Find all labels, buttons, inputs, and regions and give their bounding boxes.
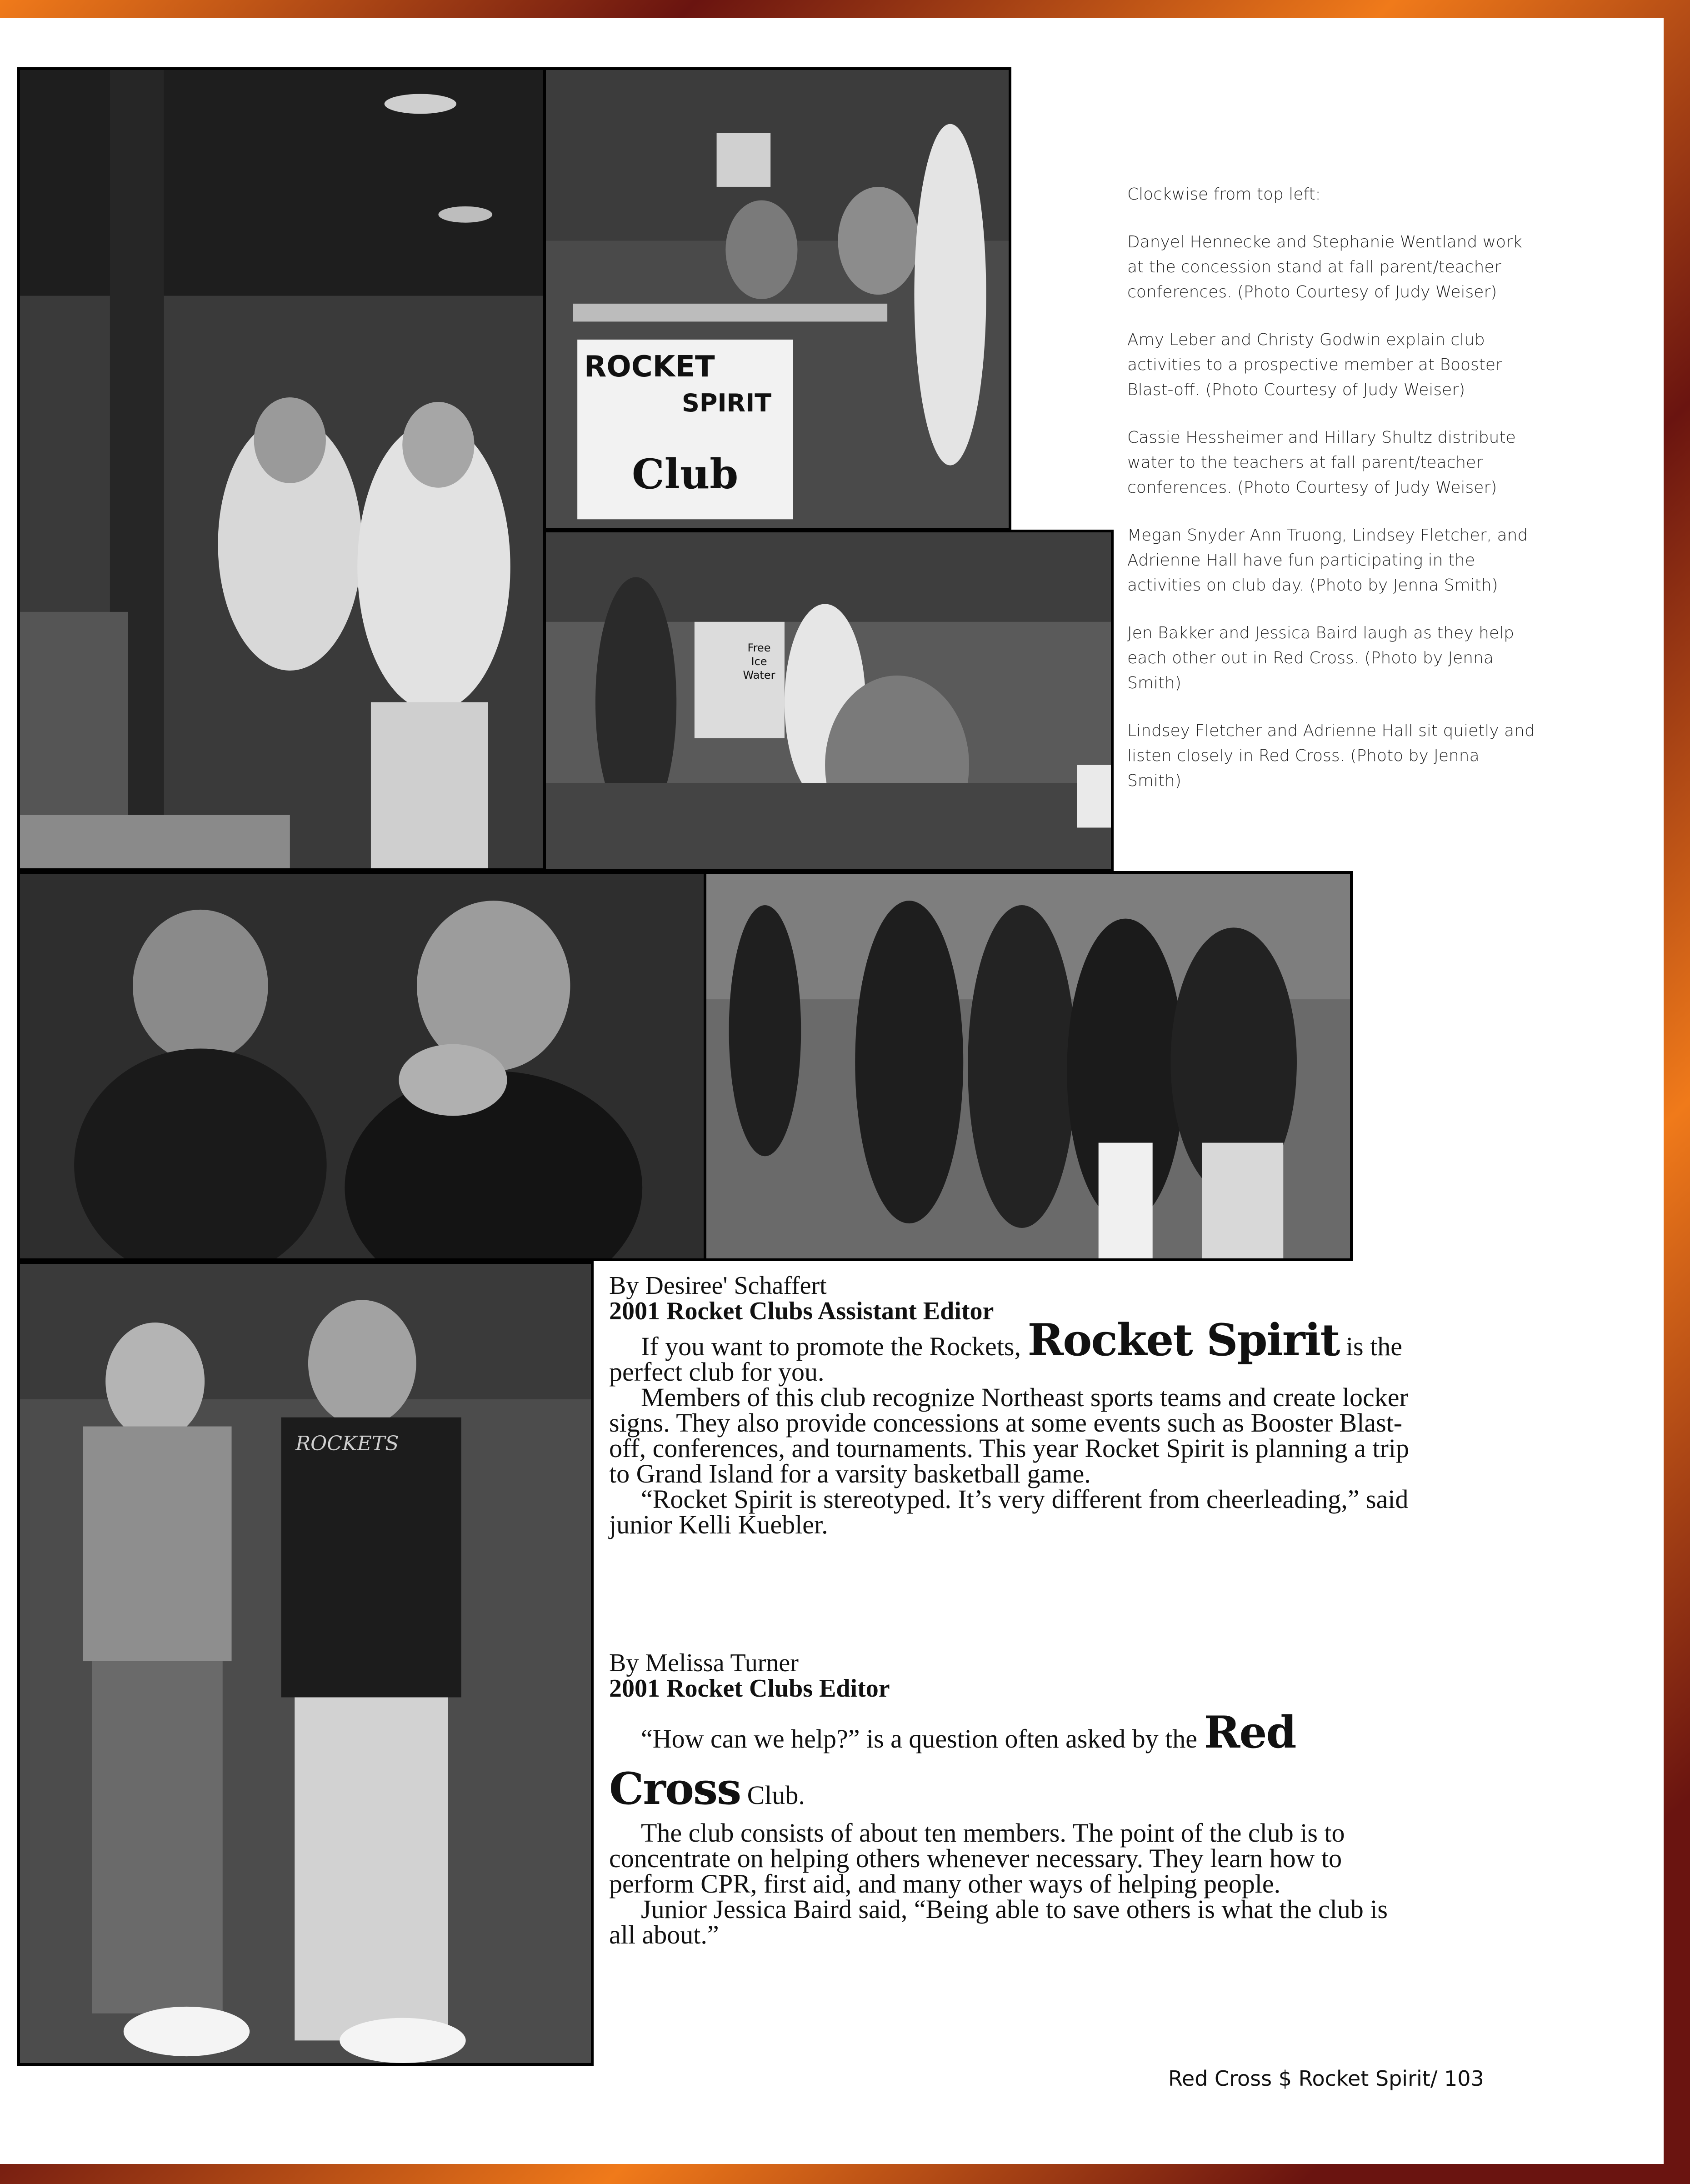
article-paragraph bbox=[609, 1708, 1418, 1820]
article-author-role: 2001 Rocket Clubs Assistant Editor bbox=[609, 1297, 994, 1325]
lead-text: “How can we help?” is a question often asked by the bbox=[641, 1724, 1204, 1753]
sign-free: Free bbox=[747, 641, 771, 654]
article-byline: By Desiree' Schaffert bbox=[609, 1272, 827, 1300]
photo-red-cross-listening bbox=[17, 871, 713, 1261]
lead-text-end: Club. bbox=[740, 1780, 805, 1810]
photo-club-day bbox=[704, 871, 1353, 1261]
caption-item: Lindsey Fletcher and Adrienne Hall sit quietly and listen closely in Red Cross. (Photo by Jenna Smith) bbox=[1127, 721, 1535, 790]
caption-item: Megan Snyder Ann Truong, Lindsey Fletcher, and Adrienne Hall have fun participating in the activities on club day. (Photo by Jenna Smith) bbox=[1127, 526, 1528, 595]
concession-photo-image bbox=[20, 70, 543, 868]
laughing-photo-image bbox=[20, 1264, 591, 2063]
club-name-highlight: Rocket Spirit bbox=[1027, 1314, 1340, 1366]
caption-heading: Clockwise from top left: bbox=[1127, 185, 1321, 204]
club-sign-word: Club bbox=[632, 450, 739, 498]
photo-red-cross-laughing bbox=[17, 1261, 594, 2066]
ice-water-photo-image bbox=[546, 532, 1111, 869]
rockets-shirt-text: ROCKETS bbox=[295, 1432, 399, 1455]
lead-text-end: is the perfect club for you. bbox=[609, 1332, 1402, 1387]
photo-captions bbox=[1127, 182, 1536, 816]
rocket-sign-word: ROCKET bbox=[584, 350, 715, 384]
caption-item: Cassie Hessheimer and Hillary Shultz distribute water to the teachers at fall parent/teacher conferences. (Photo Courtesy of Judy Weiser) bbox=[1127, 428, 1516, 497]
spirit-sign-word: SPIRIT bbox=[682, 389, 772, 417]
caption-item: Danyel Hennecke and Stephanie Wentland work at the concession stand at fall parent/teacher conferences. (Photo Courtesy of Judy Weiser) bbox=[1127, 233, 1522, 301]
article-paragraph bbox=[609, 1314, 1418, 1387]
rocket-spirit-article bbox=[609, 1273, 1418, 1538]
club-day-photo-image bbox=[706, 874, 1350, 1258]
article-author-role: 2001 Rocket Clubs Editor bbox=[609, 1674, 890, 1703]
listening-photo-image bbox=[20, 874, 710, 1258]
club-name-highlight: Red Cross bbox=[609, 1707, 1296, 1814]
photo-booster-blastoff bbox=[543, 67, 1011, 531]
booster-photo-image bbox=[546, 70, 1009, 528]
free-water-sign bbox=[736, 641, 782, 682]
sign-ice: Ice bbox=[751, 655, 767, 668]
article-quote: “Rocket Spirit is stereotyped. It’s very different from cheerleading,” said junior Kelli Kuebler. bbox=[609, 1484, 1409, 1539]
article-quote: Junior Jessica Baird said, “Being able to save others is what the club is all about.” bbox=[609, 1894, 1388, 1949]
caption-item: Jen Bakker and Jessica Baird laugh as they help each other out in Red Cross. (Photo by Jenna Smith) bbox=[1127, 624, 1514, 692]
page-folio: Red Cross $ Rocket Spirit/ 103 bbox=[1168, 2066, 1484, 2091]
lead-text: If you want to promote the Rockets, bbox=[641, 1332, 1028, 1361]
red-cross-article bbox=[609, 1650, 1418, 1948]
photo-concession-stand bbox=[17, 67, 545, 871]
photo-free-ice-water bbox=[543, 530, 1114, 872]
caption-item: Amy Leber and Christy Godwin explain club activities to a prospective member at Booster Blast-off. (Photo Courtesy of Judy Weiser) bbox=[1127, 331, 1502, 399]
sign-water: Water bbox=[743, 669, 775, 681]
article-paragraph: The club consists of about ten members. The point of the club is to concentrate on helping others whenever necessary. They learn how to perform CPR, first aid, and many other ways of helping people. bbox=[609, 1818, 1345, 1898]
article-paragraph: Members of this club recognize Northeast sports teams and create locker signs. They also provide concessions at some events such as Booster Blast-off, conferences, and tournaments. This year Rocket Spirit is planning a trip to Grand Island for a varsity basketball game. bbox=[609, 1383, 1409, 1488]
article-byline: By Melissa Turner bbox=[609, 1649, 799, 1677]
